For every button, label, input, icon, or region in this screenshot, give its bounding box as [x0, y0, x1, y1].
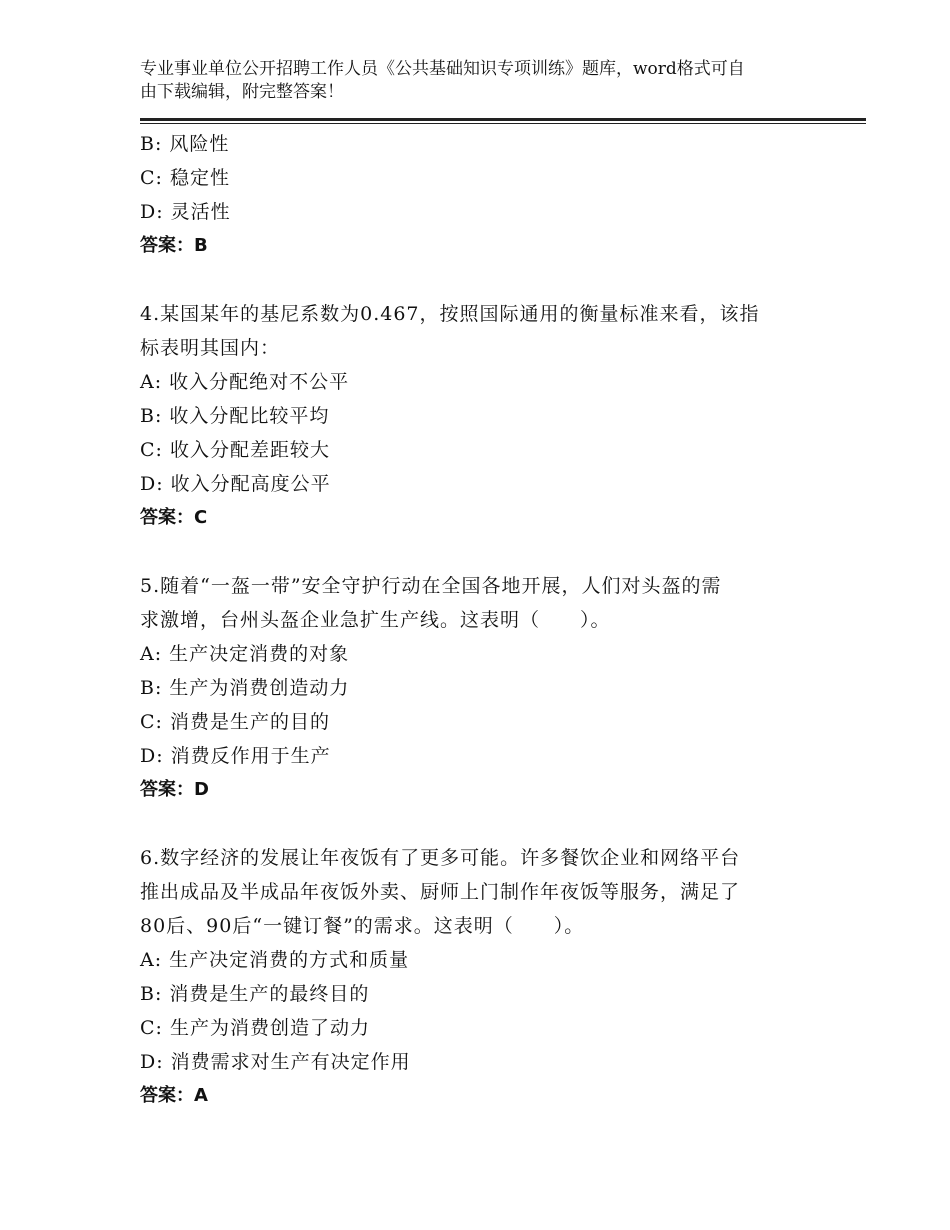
answer: 答案：A — [140, 1085, 208, 1106]
question-text: 6.数字经济的发展让年夜饭有了更多可能。许多餐饮企业和网络平台 — [140, 847, 741, 869]
question-text: 标表明其国内： — [140, 337, 281, 359]
page-header — [140, 58, 820, 104]
question-6 — [140, 841, 830, 1113]
option-b: B: 收入分配比较平均 — [140, 405, 330, 427]
header-rule-thick — [140, 118, 866, 121]
answer: 答案：D — [140, 779, 209, 800]
option-a: A: 生产决定消费的方式和质量 — [140, 949, 410, 971]
header-rule-thin — [140, 123, 866, 124]
option-b: B: 消费是生产的最终目的 — [140, 983, 370, 1005]
option-d: D: 收入分配高度公平 — [140, 473, 331, 495]
option-d: D: 消费需求对生产有决定作用 — [140, 1051, 411, 1073]
question-text: 4.某国某年的基尼系数为0.467，按照国际通用的衡量标准来看，该指 — [140, 303, 760, 325]
option-d: D: 消费反作用于生产 — [140, 745, 331, 767]
option-a: A: 生产决定消费的对象 — [140, 643, 350, 665]
question-content — [140, 127, 830, 1113]
question-text: 5.随着“一盔一带”安全守护行动在全国各地开展，人们对头盔的需 — [140, 575, 722, 597]
header-line-2: 由下载编辑，附完整答案！ — [140, 82, 344, 102]
question-text: 80后、90后“一键订餐”的需求。这表明（ ）。 — [140, 915, 585, 937]
question-5 — [140, 569, 830, 807]
question-text: 推出成品及半成品年夜饭外卖、厨师上门制作年夜饭等服务，满足了 — [140, 881, 741, 903]
option-c: C: 生产为消费创造了动力 — [140, 1017, 370, 1039]
option-d: D: 灵活性 — [140, 201, 231, 223]
option-c: C: 消费是生产的目的 — [140, 711, 330, 733]
option-c: C: 收入分配差距较大 — [140, 439, 330, 461]
question-text: 求激增，台州头盔企业急扩生产线。这表明（ ）。 — [140, 609, 611, 631]
answer: 答案：B — [140, 235, 208, 256]
option-a: A: 收入分配绝对不公平 — [140, 371, 350, 393]
header-line-1: 专业事业单位公开招聘工作人员《公共基础知识专项训练》题库，word格式可自 — [140, 59, 745, 79]
option-b: B: 风险性 — [140, 133, 230, 155]
answer: 答案：C — [140, 507, 208, 528]
option-b: B: 生产为消费创造动力 — [140, 677, 350, 699]
question-4 — [140, 297, 830, 535]
option-c: C: 稳定性 — [140, 167, 230, 189]
previous-question-tail — [140, 127, 830, 263]
